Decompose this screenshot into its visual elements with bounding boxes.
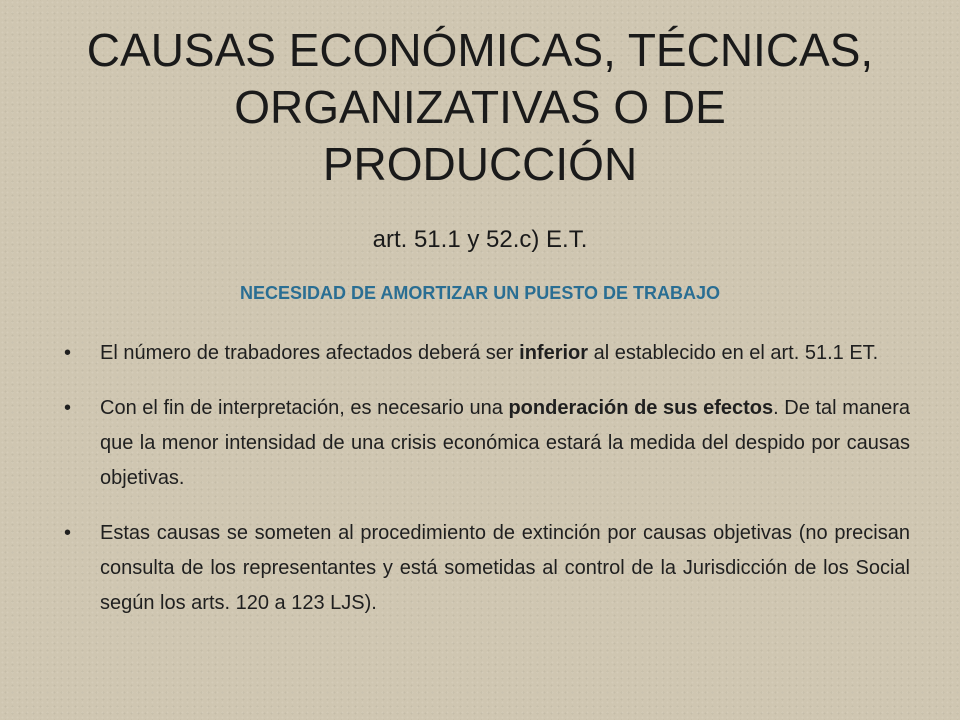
bullet-2-bold: ponderación de sus efectos [508, 397, 774, 419]
title-line-1: CAUSAS ECONÓMICAS, TÉCNICAS, [86, 24, 874, 76]
bullet-2-text-b: . De tal manera que la menor intensidad de una crisis económica estará la medida del despido por causas objetivas. [100, 397, 911, 489]
bullet-item-2 [60, 391, 910, 496]
bullet-1-text-a: El número de trabadores afectados deberá ser [100, 342, 520, 364]
bullet-list [60, 336, 910, 641]
bullet-1-bold: inferior [519, 342, 589, 364]
bullet-item-1 [60, 336, 910, 371]
bullet-1-text-b: al establecido en el art. 51.1 ET. [588, 342, 879, 364]
bullet-item-3 [60, 516, 910, 621]
bullet-icon: • [64, 397, 72, 419]
slide-subtitle: art. 51.1 y 52.c) E.T. [372, 226, 588, 253]
title-line-2: ORGANIZATIVAS O DE [234, 81, 726, 133]
section-heading: NECESIDAD DE AMORTIZAR UN PUESTO DE TRABAJO [239, 283, 721, 303]
bullet-3-text: Estas causas se someten al procedimiento de extinción por causas objetivas (no precisan consulta de los representantes y está sometidas al control de la Jurisdicción de los Social según los arts. 120 a 123 LJS). [100, 522, 910, 614]
bullet-icon: • [64, 342, 72, 364]
title-line-3: PRODUCCIÓN [322, 138, 638, 190]
bullet-icon: • [64, 522, 72, 544]
bullet-2-text-a: Con el fin de interpretación, es necesario una [100, 397, 509, 419]
slide-title [40, 22, 920, 193]
